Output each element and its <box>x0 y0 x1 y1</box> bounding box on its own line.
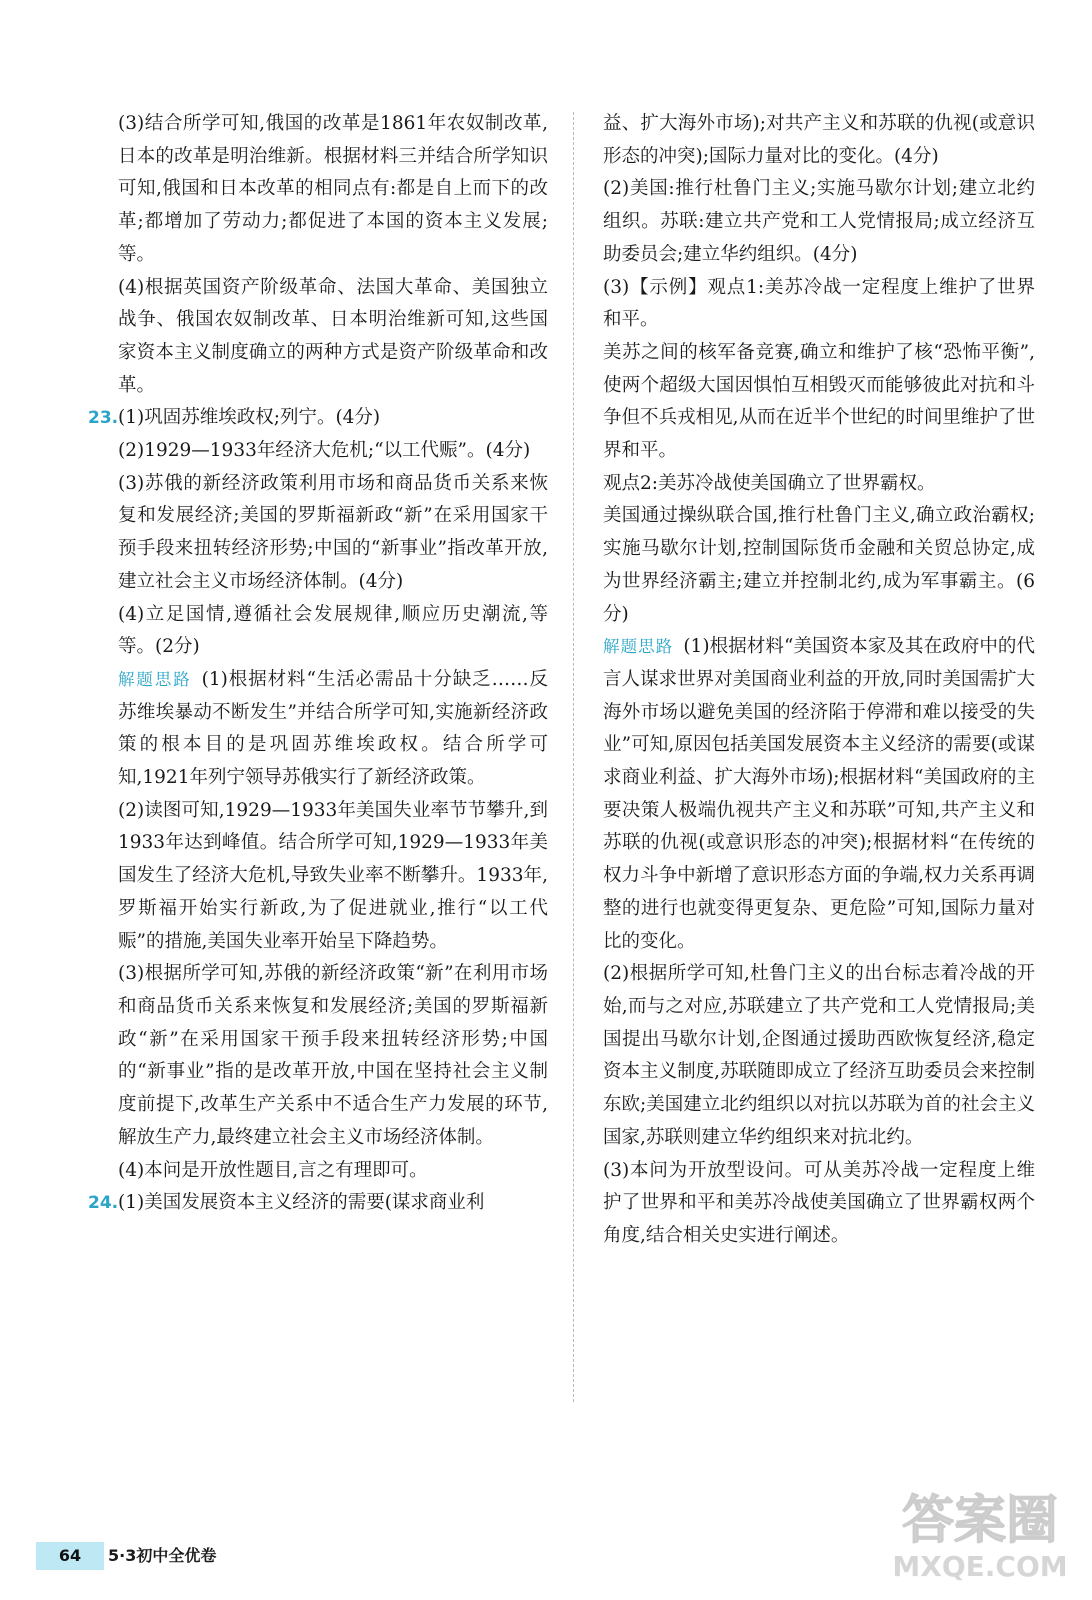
question-23-answer <box>88 402 548 435</box>
answer-paragraph: (3)苏俄的新经济政策利用市场和商品货币关系来恢复和发展经济;美国的罗斯福新政“新”在采用国家干预手段来扭转经济形势;中国的“新事业”指改革开放,建立社会主义市场经济体制。(4分) <box>118 472 548 592</box>
brand-name: 5·3初中全优卷 <box>108 1546 217 1565</box>
answer-paragraph: (3)结合所学可知,俄国的改革是1861年农奴制改革,日本的改革是明治维新。根据材料三并结合所学知识可知,俄国和日本改革的相同点有:都是自上而下的改革;都增加了劳动力;都促进了本国的资本主义发展;等。 <box>118 113 548 265</box>
watermark-url: MXQE.COM <box>892 1550 1068 1583</box>
hint-paragraph: (2)读图可知,1929—1933年美国失业率节节攀升,到1933年达到峰值。结合所学可知,1929—1933年美国发生了经济大危机,导致失业率不断攀升。1933年,罗斯福开始实行新政,为了促进就业,推行“以工代赈”的措施,美国失业率开始呈下降趋势。 <box>118 799 548 952</box>
answer-paragraph: 美国通过操纵联合国,推行杜鲁门主义,确立政治霸权;实施马歇尔计划,控制国际货币金融和关贸总协定,成为世界经济霸主;建立并控制北约,成为军事霸主。(6分) <box>603 505 1035 625</box>
question-24-answer <box>88 1187 548 1220</box>
hint-paragraph: (3)根据所学可知,苏俄的新经济政策“新”在利用市场和商品货币关系来恢复和发展经济;美国的罗斯福新政“新”在采用国家干预手段来扭转经济形势;中国的“新事业”指的是改革开放,中国在坚持社会主义制度前提下,改革生产关系中不适合生产力发展的环节,解放生产力,最终建立社会主义市场经济体制。 <box>118 963 548 1148</box>
watermark-text: 答案圈 <box>901 1491 1059 1551</box>
answer-text: (1)巩固苏维埃政权;列宁。(4分) <box>118 407 381 429</box>
question-number: 24. <box>88 1193 119 1214</box>
answer-paragraph: (3)【示例】观点1:美苏冷战一定程度上维护了世界和平。 <box>603 276 1035 331</box>
answer-paragraph: 益、扩大海外市场);对共产主义和苏联的仇视(或意识形态的冲突);国际力量对比的变化。(4分) <box>603 113 1035 167</box>
solution-hint <box>118 664 548 795</box>
page-number: 64 <box>36 1542 104 1570</box>
answer-paragraph: (2)1929—1933年经济大危机;“以工代赈”。(4分) <box>118 440 531 462</box>
hint-paragraph: (4)本问是开放性题目,言之有理即可。 <box>118 1159 428 1181</box>
solution-hint-label: 解题思路 <box>118 669 192 689</box>
question-number: 23. <box>88 408 119 429</box>
solution-hint-label: 解题思路 <box>603 637 674 657</box>
right-column <box>603 108 1035 1253</box>
hint-paragraph: (2)根据所学可知,杜鲁门主义的出台标志着冷战的开始,而与之对应,苏联建立了共产党和工人党情报局;美国提出马歇尔计划,企图通过援助西欧恢复经济,稳定资本主义制度,苏联随即成立了经济互助委员会来控制东欧;美国建立北约组织以对抗以苏联为首的社会主义国家,苏联则建立华约组织来对抗北约。 <box>603 963 1035 1148</box>
answer-paragraph: (4)根据英国资产阶级革命、法国大革命、美国独立战争、俄国农奴制改革、日本明治维新可知,这些国家资本主义制度确立的两种方式是资产阶级革命和改革。 <box>118 276 548 396</box>
column-divider <box>573 112 574 1402</box>
answer-paragraph: 观点2:美苏冷战使美国确立了世界霸权。 <box>603 472 936 494</box>
answer-text: (1)美国发展资本主义经济的需要(谋求商业利 <box>118 1192 485 1214</box>
left-column <box>88 108 548 1220</box>
solution-hint <box>603 631 1035 958</box>
hint-text: (1)根据材料“美国资本家及其在政府中的代言人谋求世界对美国商业利益的开放,同时美国需扩大海外市场以避免美国的经济陷于停滞和难以接受的失业”可知,原因包括美国发展资本主义经济的需要(或谋求商业利益、扩大海外市场);根据材料“美国政府的主要决策人极端仇视共产主义和苏联”可知,共产主义和苏联的仇视(或意识形态的冲突);根据材料“在传统的权力斗争中新增了意识形态方面的争端,权力关系再调整的进行也就变得更复杂、更危险”可知,国际力量对比的变化。 <box>603 636 1036 952</box>
hint-paragraph: (3)本问为开放型设问。可从美苏冷战一定程度上维护了世界和平和美苏冷战使美国确立了世界霸权两个角度,结合相关史实进行阐述。 <box>603 1159 1035 1246</box>
answer-paragraph: 美苏之间的核军备竞赛,确立和维护了核“恐怖平衡”,使两个超级大国因惧怕互相毁灭而能够彼此对抗和斗争但不兵戎相见,从而在近半个世纪的时间里维护了世界和平。 <box>603 341 1035 462</box>
hint-text: (1)根据材料“生活必需品十分缺乏……反苏维埃暴动不断发生”并结合所学可知,实施新经济政策的根本目的是巩固苏维埃政权。结合所学可知,1921年列宁领导苏俄实行了新经济政策。 <box>118 668 548 789</box>
answer-paragraph: (4)立足国情,遵循社会发展规律,顺应历史潮流,等等。(2分) <box>118 603 548 658</box>
answer-paragraph: (2)美国:推行杜鲁门主义;实施马歇尔计划;建立北约组织。苏联:建立共产党和工人党情报局;成立经济互助委员会;建立华约组织。(4分) <box>603 178 1035 265</box>
watermark-logo <box>880 1478 1080 1588</box>
